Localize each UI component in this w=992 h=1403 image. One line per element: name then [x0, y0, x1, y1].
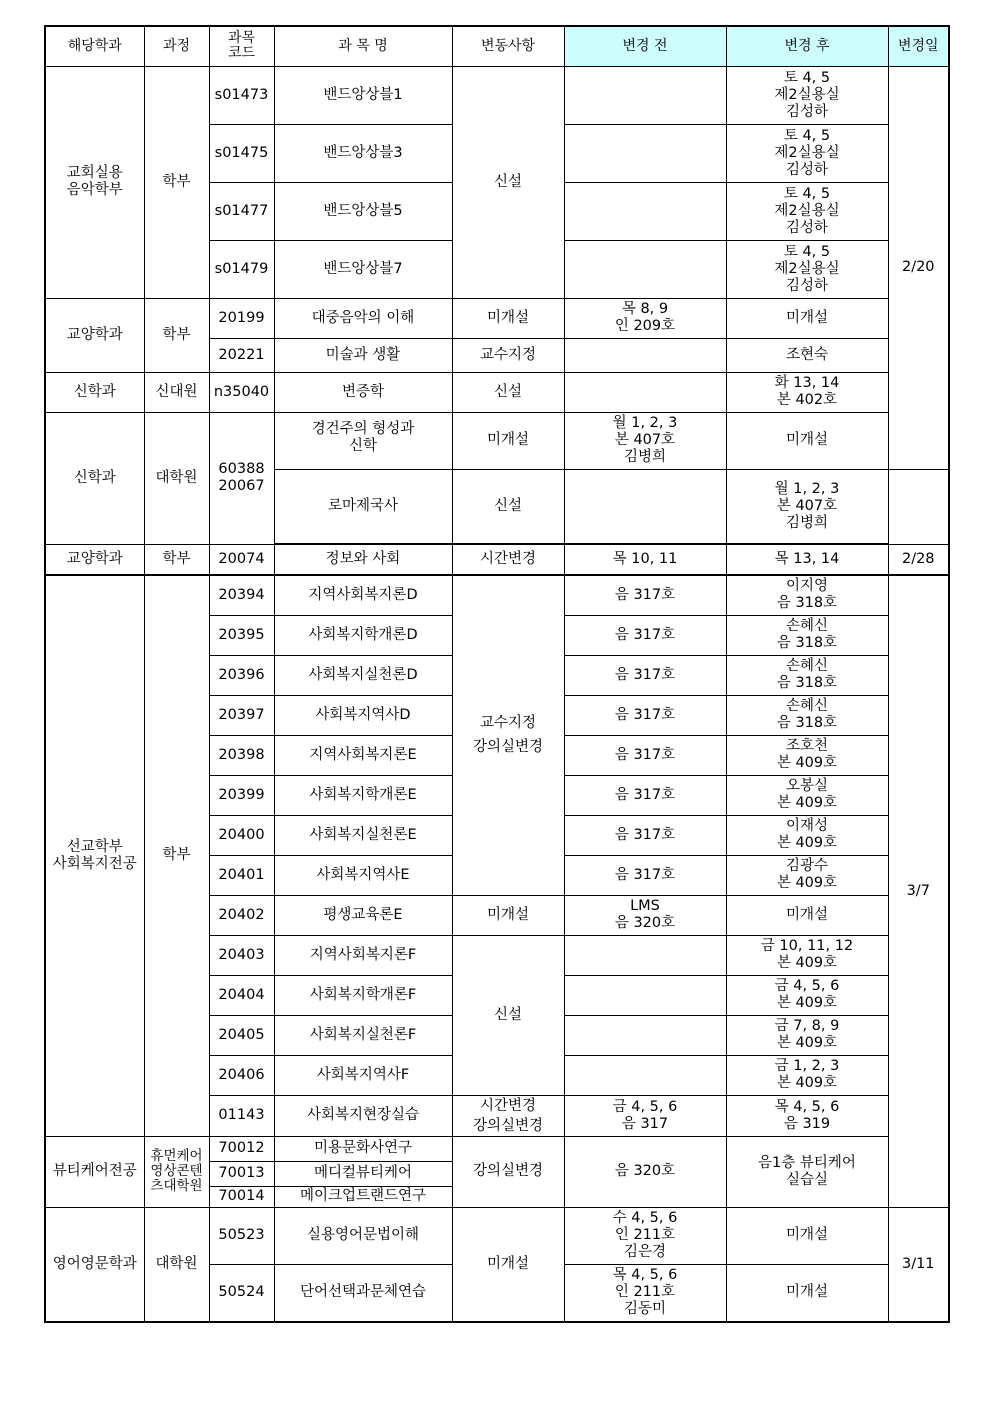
change-cell: 강의실변경 [452, 1136, 564, 1207]
subject-cell: 밴드앙상블7 [274, 240, 452, 298]
code-cell: 20401 [209, 855, 274, 895]
after-cell: 김광수 본 409호 [726, 855, 888, 895]
code-cell: 20405 [209, 1015, 274, 1055]
header-dept: 해당학과 [45, 26, 144, 66]
subject-cell: 단어선택과문체연습 [274, 1264, 452, 1322]
before-cell: 목 4, 5, 6 인 211호 김동미 [564, 1264, 726, 1322]
subject-cell: 사회복지현장실습 [274, 1095, 452, 1136]
subject-cell: 사회복지역사F [274, 1055, 452, 1095]
before-cell: 음 317호 [564, 575, 726, 615]
subject-cell: 밴드앙상블1 [274, 66, 452, 124]
header-change: 변동사항 [452, 26, 564, 66]
before-cell: 목 10, 11 [564, 544, 726, 575]
before-cell: 금 4, 5, 6 음 317 [564, 1095, 726, 1136]
code-cell: 20398 [209, 735, 274, 775]
before-cell [564, 935, 726, 975]
code-cell: s01475 [209, 124, 274, 182]
table-row [45, 298, 949, 338]
before-cell: 수 4, 5, 6 인 211호 김은경 [564, 1207, 726, 1264]
before-cell: 음 317호 [564, 775, 726, 815]
header-subject: 과 목 명 [274, 26, 452, 66]
schedule-change-table [44, 25, 950, 1323]
code-cell: 20399 [209, 775, 274, 815]
subject-cell: 지역사회복지론D [274, 575, 452, 615]
table-row [45, 575, 949, 615]
date-cell: 2/20 [888, 66, 949, 469]
course-cell: 학부 [144, 66, 209, 298]
code-cell: 50523 [209, 1207, 274, 1264]
course-cell: 학부 [144, 575, 209, 1136]
subject-cell: 사회복지역사D [274, 695, 452, 735]
subject-cell: 지역사회복지론F [274, 935, 452, 975]
code-cell: 20397 [209, 695, 274, 735]
subject-cell: 사회복지실천론F [274, 1015, 452, 1055]
after-cell: 음1층 뷰티케어 실습실 [726, 1136, 888, 1207]
table-row [45, 1136, 949, 1161]
subject-cell: 사회복지학개론D [274, 615, 452, 655]
code-cell: 20400 [209, 815, 274, 855]
after-cell: 미개설 [726, 1207, 888, 1264]
after-cell: 이지영 음 318호 [726, 575, 888, 615]
after-cell: 금 10, 11, 12 본 409호 [726, 935, 888, 975]
code-cell: 20394 [209, 575, 274, 615]
code-cell: 20406 [209, 1055, 274, 1095]
dept-cell: 영어영문학과 [45, 1207, 144, 1322]
before-cell [564, 338, 726, 372]
before-cell [564, 1055, 726, 1095]
subject-cell: 사회복지학개론E [274, 775, 452, 815]
code-cell: 60388 20067 [209, 412, 274, 544]
subject-cell: 사회복지실천론D [274, 655, 452, 695]
code-cell: 20074 [209, 544, 274, 575]
after-cell: 오봉실 본 409호 [726, 775, 888, 815]
subject-cell: 사회복지학개론F [274, 975, 452, 1015]
subject-cell: 메디컬뷰티케어 [274, 1161, 452, 1186]
table-row [45, 544, 949, 575]
table-row [45, 66, 949, 124]
after-cell: 미개설 [726, 1264, 888, 1322]
after-cell: 손혜신 음 318호 [726, 615, 888, 655]
code-cell: 20395 [209, 615, 274, 655]
header-before: 변경 전 [564, 26, 726, 66]
header-date: 변경일 [888, 26, 949, 66]
after-cell: 토 4, 5 제2실용실 김성하 [726, 66, 888, 124]
change-cell: 시간변경 [452, 544, 564, 575]
code-cell: 20402 [209, 895, 274, 935]
header-row [45, 26, 949, 66]
subject-cell: 정보와 사회 [274, 544, 452, 575]
before-cell: 음 317호 [564, 655, 726, 695]
dept-cell: 신학과 [45, 372, 144, 412]
after-cell: 미개설 [726, 298, 888, 338]
after-cell: 목 13, 14 [726, 544, 888, 575]
code-cell: 20221 [209, 338, 274, 372]
code-cell: s01479 [209, 240, 274, 298]
header-code: 과목 코드 [209, 26, 274, 66]
change-cell: 신설 [452, 469, 564, 544]
code-cell: 20396 [209, 655, 274, 695]
after-cell: 토 4, 5 제2실용실 김성하 [726, 240, 888, 298]
code-cell: 50524 [209, 1264, 274, 1322]
after-cell: 금 1, 2, 3 본 409호 [726, 1055, 888, 1095]
course-cell: 대학원 [144, 412, 209, 544]
header-course: 과정 [144, 26, 209, 66]
change-cell: 미개설 [452, 1207, 564, 1322]
subject-cell: 미용문화사연구 [274, 1136, 452, 1161]
before-cell: 월 1, 2, 3 본 407호 김병희 [564, 412, 726, 469]
subject-cell: 실용영어문법이해 [274, 1207, 452, 1264]
before-cell [564, 240, 726, 298]
dept-cell: 선교학부 사회복지전공 [45, 575, 144, 1136]
subject-cell: 변증학 [274, 372, 452, 412]
before-cell [564, 372, 726, 412]
code-cell: 20404 [209, 975, 274, 1015]
subject-cell: 지역사회복지론E [274, 735, 452, 775]
after-cell: 손혜신 음 318호 [726, 655, 888, 695]
subject-cell: 밴드앙상블5 [274, 182, 452, 240]
subject-cell: 평생교육론E [274, 895, 452, 935]
change-cell: 미개설 [452, 412, 564, 469]
code-cell: s01473 [209, 66, 274, 124]
code-cell: 20199 [209, 298, 274, 338]
subject-cell: 메이크업트랜드연구 [274, 1186, 452, 1207]
dept-cell: 교양학과 [45, 298, 144, 372]
subject-cell: 로마제국사 [274, 469, 452, 544]
before-cell [564, 469, 726, 544]
change-cell: 신설 [452, 372, 564, 412]
course-cell: 휴먼케어 영상콘텐 츠대학원 [144, 1136, 209, 1207]
date-cell: 3/11 [888, 1207, 949, 1322]
change-cell: 신설 [452, 66, 564, 298]
after-cell: 목 4, 5, 6 음 319 [726, 1095, 888, 1136]
before-cell [564, 66, 726, 124]
after-cell: 미개설 [726, 895, 888, 935]
change-cell: 시간변경 강의실변경 [452, 1095, 564, 1136]
change-cell: 교수지정 강의실변경 [452, 575, 564, 895]
subject-cell: 대중음악의 이해 [274, 298, 452, 338]
subject-cell: 경건주의 형성과 신학 [274, 412, 452, 469]
after-cell: 월 1, 2, 3 본 407호 김병희 [726, 469, 888, 544]
course-cell: 신대원 [144, 372, 209, 412]
after-cell: 금 4, 5, 6 본 409호 [726, 975, 888, 1015]
dept-cell: 뷰티케어전공 [45, 1136, 144, 1207]
before-cell [564, 1015, 726, 1055]
before-cell [564, 182, 726, 240]
subject-cell: 밴드앙상블3 [274, 124, 452, 182]
before-cell: 음 317호 [564, 855, 726, 895]
before-cell [564, 124, 726, 182]
after-cell: 이재성 본 409호 [726, 815, 888, 855]
after-cell: 조현숙 [726, 338, 888, 372]
course-cell: 대학원 [144, 1207, 209, 1322]
after-cell: 토 4, 5 제2실용실 김성하 [726, 182, 888, 240]
after-cell: 조호천 본 409호 [726, 735, 888, 775]
before-cell: 목 8, 9 인 209호 [564, 298, 726, 338]
table-row [45, 372, 949, 412]
code-cell: 70013 [209, 1161, 274, 1186]
before-cell: 음 317호 [564, 615, 726, 655]
table-row [45, 1207, 949, 1264]
change-cell: 미개설 [452, 895, 564, 935]
before-cell: LMS 음 320호 [564, 895, 726, 935]
before-cell: 음 317호 [564, 695, 726, 735]
date-cell: 3/7 [888, 575, 949, 1207]
header-after: 변경 후 [726, 26, 888, 66]
date-cell: 2/28 [888, 544, 949, 575]
dept-cell: 신학과 [45, 412, 144, 544]
after-cell: 화 13, 14 본 402호 [726, 372, 888, 412]
subject-cell: 미술과 생활 [274, 338, 452, 372]
code-cell: n35040 [209, 372, 274, 412]
before-cell: 음 317호 [564, 815, 726, 855]
code-cell: 01143 [209, 1095, 274, 1136]
course-cell: 학부 [144, 544, 209, 575]
before-cell: 음 320호 [564, 1136, 726, 1207]
after-cell: 손혜신 음 318호 [726, 695, 888, 735]
after-cell: 토 4, 5 제2실용실 김성하 [726, 124, 888, 182]
subject-cell: 사회복지역사E [274, 855, 452, 895]
change-cell: 교수지정 [452, 338, 564, 372]
before-cell [564, 975, 726, 1015]
code-cell: s01477 [209, 182, 274, 240]
code-cell: 70014 [209, 1186, 274, 1207]
change-cell: 미개설 [452, 298, 564, 338]
after-cell: 미개설 [726, 412, 888, 469]
dept-cell: 교양학과 [45, 544, 144, 575]
subject-cell: 사회복지실천론E [274, 815, 452, 855]
course-cell: 학부 [144, 298, 209, 372]
code-cell: 20403 [209, 935, 274, 975]
after-cell: 금 7, 8, 9 본 409호 [726, 1015, 888, 1055]
change-cell: 신설 [452, 935, 564, 1095]
dept-cell: 교회실용 음악학부 [45, 66, 144, 298]
code-cell: 70012 [209, 1136, 274, 1161]
before-cell: 음 317호 [564, 735, 726, 775]
table-row [45, 412, 949, 469]
